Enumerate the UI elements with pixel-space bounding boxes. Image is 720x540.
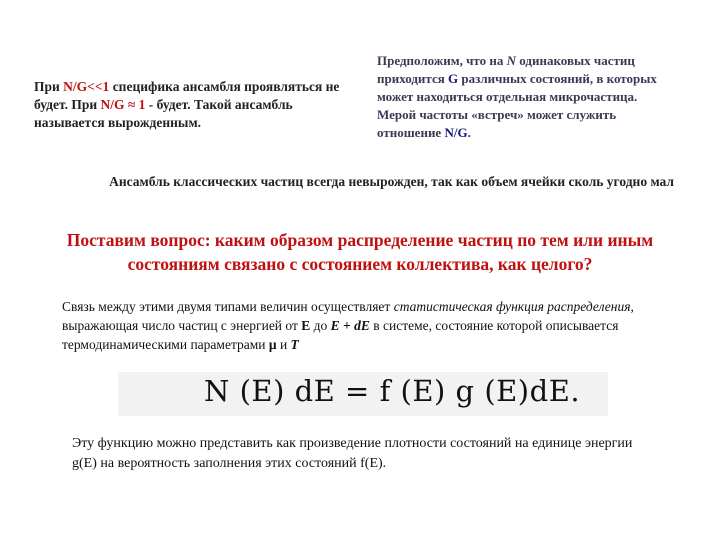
classical-ensemble-statement: Ансамбль классических частиц всегда невырожден, так как объем ячейки сколь угодно мал — [109, 174, 674, 189]
symbol-mu: μ — [268, 337, 277, 352]
main-question-heading: Поставим вопрос: каким образом распределение частиц по тем или иным состояниям связано с состоянием коллектива, как целого? — [66, 230, 654, 274]
ratio-n-g: N/G — [444, 125, 468, 140]
text-fragment: в системе, состояние которой описывается термодинамическими параметрами — [62, 318, 619, 352]
text-fragment: одинаковых частиц приходится — [377, 53, 635, 86]
distribution-function-definition — [62, 297, 682, 354]
product-representation-text: Эту функцию можно представить как произведение плотности состояний на единице энергии g(E) на вероятность заполнения этих состояний f(E). — [72, 436, 633, 471]
degeneracy-condition-text — [34, 78, 364, 132]
text-fragment: . — [467, 125, 471, 140]
text-fragment: Связь между этими двумя типами величин осуществляет — [62, 299, 394, 314]
text-fragment: Предположим, что на — [377, 53, 507, 68]
assumption-text — [377, 52, 677, 142]
text-fragment: специфика ансамбля проявляться не будет. При — [34, 79, 340, 112]
variable-n: N — [506, 53, 517, 68]
text-fragment: до — [310, 318, 331, 333]
text-fragment: и — [276, 337, 291, 352]
text-fragment: - будет. Такой ансамбль называется вырожденным. — [34, 97, 293, 130]
energy-e-plus-de: E + dE — [330, 318, 370, 333]
variable-g: G — [448, 71, 459, 86]
term-distribution-function: статистическая функция распределения — [393, 299, 631, 314]
symbol-t: T — [290, 337, 299, 352]
text-fragment: При — [34, 79, 64, 94]
text-fragment: различных состояний, в которых может находиться отдельная микрочастица. Мерой частоты «встреч» может служить отношение — [377, 71, 657, 140]
energy-e: E — [301, 318, 311, 333]
distribution-formula: N (E) dE = f (E) g (E)dE. — [204, 374, 581, 408]
text-fragment: , выражающая число частиц с энергией от — [62, 299, 634, 333]
ratio-condition-approx: N/G ≈ 1 — [100, 97, 146, 112]
formula-panel — [118, 372, 608, 416]
ratio-condition-much-less: N/G<<1 — [63, 79, 110, 94]
